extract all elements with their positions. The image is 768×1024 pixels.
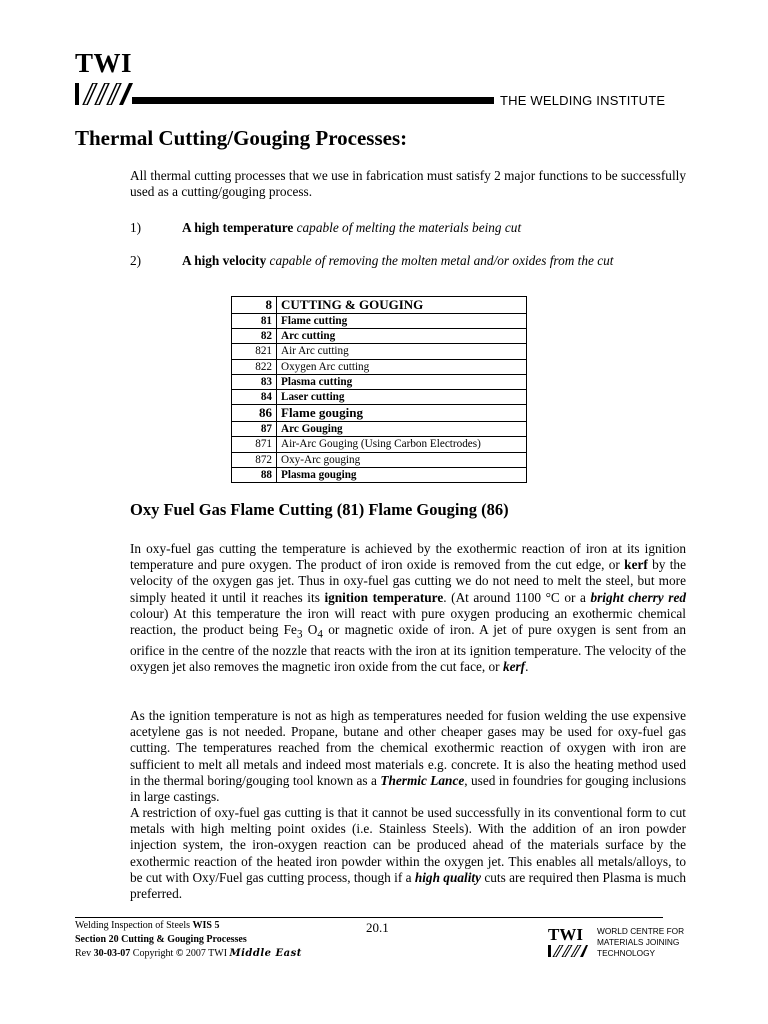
p1-cherry: bright cherry red [590, 589, 686, 605]
table-label: Arc Gouging [277, 422, 527, 437]
p2-lance: Thermic Lance [380, 772, 465, 788]
world-centre-text [597, 926, 684, 959]
world-line-1: WORLD CENTRE FOR [597, 926, 685, 936]
table-label: Air-Arc Gouging (Using Carbon Electrodes) [277, 437, 527, 452]
table-row [232, 359, 527, 374]
body-paragraph-1 [130, 541, 686, 675]
table-label: Air Arc cutting [277, 344, 527, 359]
function-1-italic: capable of melting the materials being cut [296, 220, 522, 235]
footer-line-2: Section 20 Cutting & Gouging Processes [75, 934, 247, 945]
table-code: 88 [232, 467, 277, 482]
function-1-bold: A high temperature [182, 220, 294, 235]
footer-rev-label: Rev [75, 948, 94, 959]
p1-kerf: kerf [624, 557, 648, 573]
table-label: Flame gouging [277, 405, 527, 422]
table-code: 871 [232, 437, 277, 452]
p1-kerf-2: kerf [502, 659, 526, 675]
table-row [232, 314, 527, 329]
p1-text-c: . (At around 1100 °C or a [443, 589, 591, 605]
function-2-italic: capable of removing the molten metal and/or oxides from the cut [269, 253, 614, 268]
function-1 [182, 220, 521, 236]
p3-quality: high quality [414, 869, 481, 885]
table-row [232, 374, 527, 389]
world-line-3: TECHNOLOGY [597, 948, 656, 958]
p1-sub3: 3 [296, 628, 303, 641]
footer-copyright: Copyright [130, 948, 176, 959]
p1-text-d: colour) At this temperature the iron will react with pure oxygen producing an exothermic chemical reaction, the product being Fe [130, 605, 686, 638]
table-code: 84 [232, 389, 277, 404]
body-paragraph-2 [130, 708, 686, 805]
table-row [232, 344, 527, 359]
function-2 [182, 253, 613, 269]
table-row [232, 389, 527, 404]
table-row [232, 437, 527, 452]
table-label: Oxy-Arc gouging [277, 452, 527, 467]
p1-ignition: ignition temperature [324, 589, 444, 605]
p1-end: . [525, 659, 529, 675]
table-row [232, 297, 527, 314]
world-line-2: MATERIALS JOINING [597, 937, 680, 947]
process-code-table [231, 296, 527, 483]
body-paragraph-3 [130, 805, 686, 902]
table-row [232, 467, 527, 482]
table-label: Plasma gouging [277, 467, 527, 482]
p1-oxygen: O [302, 622, 318, 638]
table-code: 821 [232, 344, 277, 359]
section-heading: Oxy Fuel Gas Flame Cutting (81) Flame Gouging (86) [130, 500, 509, 519]
p3-text-a: A restriction of oxy-fuel gas cutting is that it cannot be used successfully in its conventional form to cut metals with high melting point oxides (i.e. Stainless Steels). With the addition of an iron powder injection system, the iron-oxygen reaction can be produced ahead of the materials surface by the exothermic reaction of the heated iron powder within the oxygen jet. This enables all metals/alloys, to be cut with Oxy/Fuel gas cutting process, though if a [130, 805, 686, 885]
p1-sub4: 4 [317, 628, 323, 641]
footer-twi-logo: TWI [548, 925, 583, 944]
table-row [232, 422, 527, 437]
table-label: Laser cutting [277, 389, 527, 404]
table-code: 82 [232, 329, 277, 344]
table-code: 86 [232, 405, 277, 422]
header-rule [132, 97, 494, 104]
page-title: Thermal Cutting/Gouging Processes: [75, 126, 408, 150]
table-label: Oxygen Arc cutting [277, 359, 527, 374]
footer-middle-east: Middle East [229, 948, 302, 959]
table-code: 872 [232, 452, 277, 467]
footer-twi-stripes-icon [548, 945, 588, 957]
p3-text-b: cuts are required then Plasma is much preferred. [130, 869, 687, 902]
p1-text-e: or magnetic oxide of iron. A jet of pure oxygen is sent from an orifice in the centre of the nozzle that reacts with the iron at its ignition temperature. The velocity of the oxygen jet also removes the magnetic iron oxide from the cut face, or [130, 622, 686, 675]
footer-rule [75, 917, 663, 918]
table-label: Plasma cutting [277, 374, 527, 389]
p2-text-a: As the ignition temperature is not as high as temperatures needed for fusion welding the use expensive acetylene gas is not needed. Propane, butane and other cheaper gases may be used for oxy-fuel gas cutting. The temperatures reached from the chemical exothermic reaction of oxygen with iron are sufficient to melt all metals and indeed most materials e.g. concrete. It is also the heating method used in the thermal boring/gouging tool known as a [130, 708, 686, 788]
table-code: 81 [232, 314, 277, 329]
table-row [232, 452, 527, 467]
table-code: 83 [232, 374, 277, 389]
footer-course-code: WIS 5 [192, 920, 220, 931]
p1-text-a: In oxy-fuel gas cutting the temperature is achieved by the exothermic reaction of iron at its ignition temperature and pure oxygen. The product of iron oxide is removed from the cut edge, or [130, 541, 686, 573]
twi-logo: TWI [75, 48, 133, 78]
p1-text-b: by the velocity of the oxygen gas jet. Thus in oxy-fuel gas cutting we do not need to melt the steel, but more simply heated it until it reaches its [130, 557, 686, 605]
intro-paragraph: All thermal cutting processes that we use in fabrication must satisfy 2 major functions to be successfully used as a cutting/gouging process. [130, 168, 686, 200]
table-label: Arc cutting [277, 329, 527, 344]
page-number: 20.1 [366, 920, 389, 935]
function-1-number: 1) [130, 220, 142, 235]
table-label: CUTTING & GOUGING [281, 297, 424, 312]
footer-line-1 [75, 919, 219, 932]
twi-logo-stripes-icon [75, 83, 133, 105]
table-row [232, 405, 527, 422]
table-code: 8 [232, 297, 277, 314]
table-label: Flame cutting [277, 314, 527, 329]
table-row [232, 329, 527, 344]
function-2-number: 2) [130, 253, 142, 268]
table-code: 822 [232, 359, 277, 374]
p2-text-b: , used in foundries for gouging inclusions in large castings. [130, 772, 687, 805]
footer-rev-date: 30-03-07 [93, 948, 131, 959]
institute-name: THE WELDING INSTITUTE [500, 93, 666, 108]
function-2-bold: A high velocity [182, 253, 267, 268]
footer-line-3 [75, 947, 302, 960]
footer-year: 2007 TWI [183, 948, 230, 959]
table-code: 87 [232, 422, 277, 437]
footer-course: Welding Inspection of Steels [75, 920, 193, 931]
copyright-symbol: © [175, 948, 184, 959]
